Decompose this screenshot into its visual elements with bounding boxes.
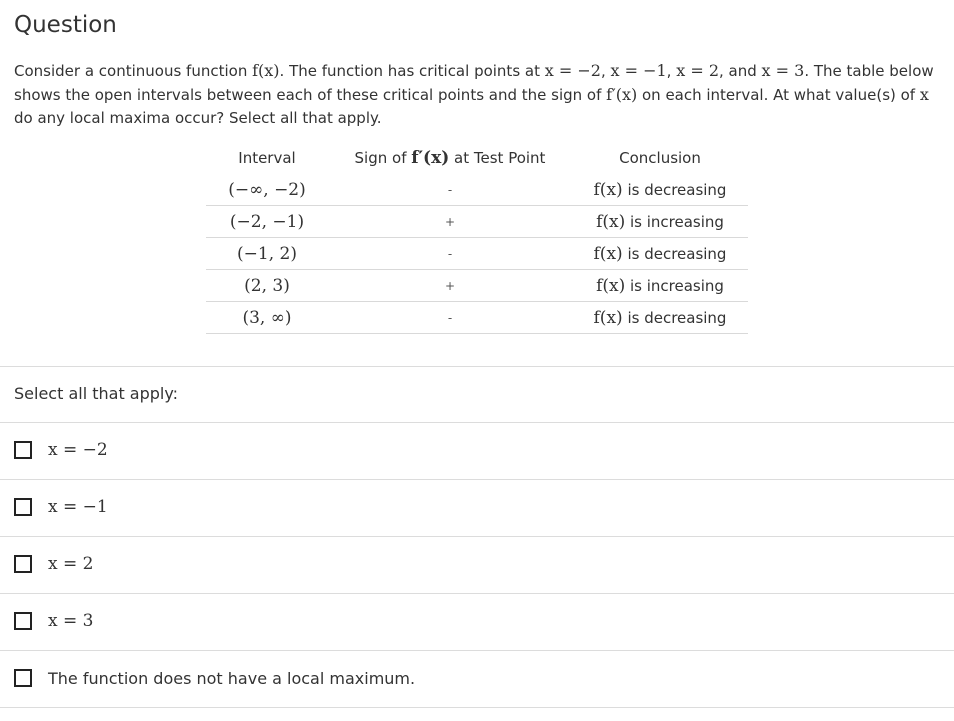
header-interval: Interval (238, 149, 296, 167)
critical-point-1: x = −2 (544, 61, 601, 80)
answer-option-x-neg1[interactable] (0, 479, 954, 535)
question-text: Consider a continuous function f(x). The function has critical points at x = −2, x = −1, x = 2, and x = 3. The table below shows the open intervals between each of these critical points and the sign of f′(x) on each interval. At what value(s) of x do any local maxima occur? Select all that apply. (14, 61, 934, 127)
checkbox[interactable] (14, 669, 32, 687)
option-label: x = 3 (48, 611, 94, 631)
interval-cell: (3, ∞) (206, 302, 328, 334)
select-instruction: Select all that apply: (14, 384, 179, 403)
sign-cell: - (328, 174, 572, 206)
interval-cell: (−2, −1) (206, 206, 328, 238)
critical-point-2: x = −1 (610, 61, 667, 80)
option-divider (0, 707, 954, 708)
option-label: x = −1 (48, 497, 108, 517)
critical-point-4: x = 3 (761, 61, 805, 80)
checkbox[interactable] (14, 555, 32, 573)
conclusion-cell: f(x) is decreasing (572, 174, 748, 206)
checkbox[interactable] (14, 498, 32, 516)
interval-cell: (2, 3) (206, 270, 328, 302)
checkbox[interactable] (14, 441, 32, 459)
answer-option-x-3[interactable] (0, 593, 954, 649)
table-row (206, 206, 748, 238)
option-label: The function does not have a local maximum. (48, 668, 416, 688)
option-label: x = −2 (48, 440, 108, 460)
sign-chart-table (206, 142, 748, 334)
conclusion-cell: f(x) is decreasing (572, 238, 748, 270)
answer-option-x-2[interactable] (0, 536, 954, 592)
function-notation: f(x) (252, 61, 280, 80)
table-row (206, 238, 748, 270)
question-title: Question (14, 12, 117, 38)
sign-cell: - (328, 302, 572, 334)
header-sign: Sign of f′(x) at Test Point (354, 148, 546, 168)
table-row (206, 270, 748, 302)
table-row (206, 302, 748, 334)
answer-option-no-maximum[interactable] (0, 650, 954, 706)
conclusion-cell: f(x) is increasing (572, 270, 748, 302)
sign-cell: + (328, 270, 572, 302)
table-header-row (206, 142, 748, 174)
conclusion-cell: f(x) is increasing (572, 206, 748, 238)
header-conclusion: Conclusion (619, 149, 701, 167)
variable-notation: x (919, 85, 929, 104)
conclusion-cell: f(x) is decreasing (572, 302, 748, 334)
section-divider (0, 366, 954, 367)
interval-cell: (−∞, −2) (206, 174, 328, 206)
critical-point-3: x = 2 (676, 61, 719, 80)
sign-cell: - (328, 238, 572, 270)
table-row (206, 174, 748, 206)
option-label: x = 2 (48, 554, 94, 574)
sign-cell: + (328, 206, 572, 238)
answer-option-x-neg2[interactable] (0, 422, 954, 478)
interval-cell: (−1, 2) (206, 238, 328, 270)
derivative-notation: f′(x) (606, 85, 638, 104)
checkbox[interactable] (14, 612, 32, 630)
